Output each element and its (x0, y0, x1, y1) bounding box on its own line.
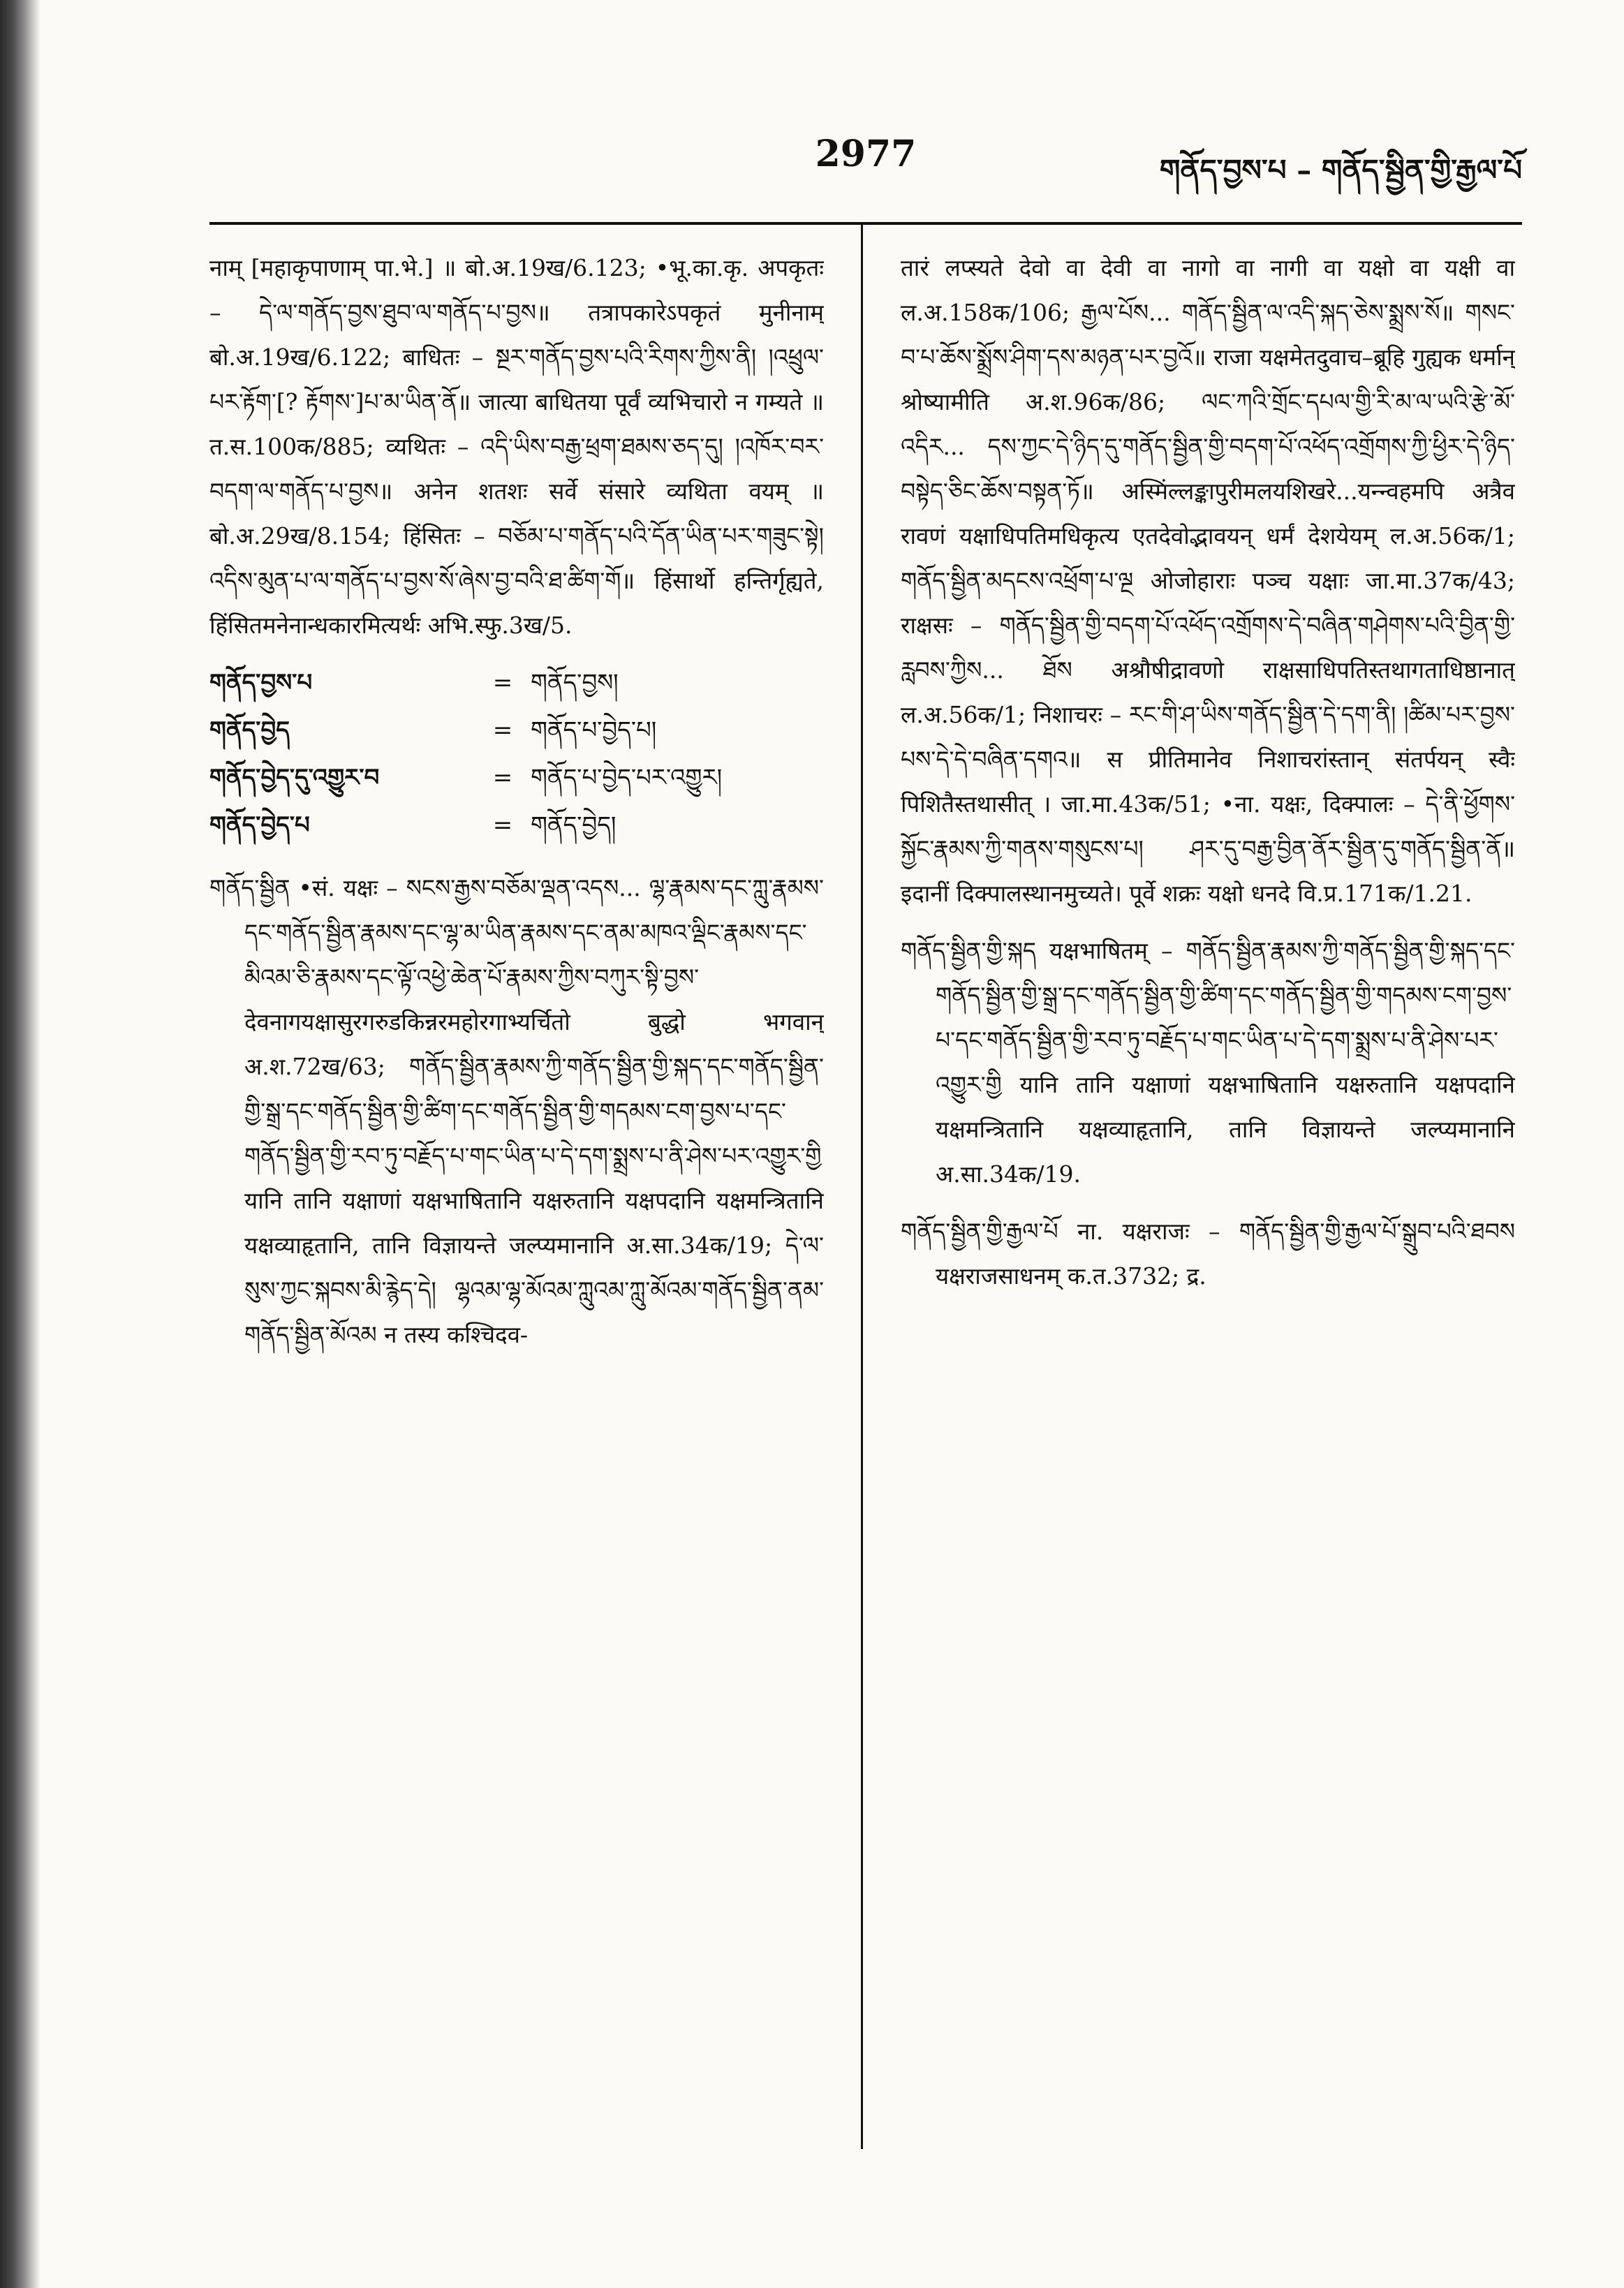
left-column (209, 246, 824, 2145)
equivalence-row (209, 660, 824, 708)
equivalence-target: གནོད་བྱས། (531, 669, 619, 697)
equivalence-head: གནོད་བྱེད་པ (209, 811, 310, 839)
entry-continuation: नाम् [महाकृपाणाम् पा.भे.] ॥ बो.अ.19ख/6.123; •भू.का.कृ. अपकृतः – དེ་ལ་གནོད་བྱས་ཐུབ་ལ་གནོད་པ་བྱས॥ तत्रापकारेऽपकृतं मुनीनाम् बो.अ.19ख/6.122; बाधितः – སྔར་གནོད་བྱས་པའི་རིགས་ཀྱིས་ནི། །འཕྲུལ་པར་རྟོག་[? རྟོགས་]པ་མ་ཡིན་ནོ॥ जात्या बाधितया पूर्वं व्यभिचारो न गम्यते ॥ त.स.100क/885; व्यथितः – འདི་ཡིས་བརྒྱ་ཕྲག་ཐམས་ཅད་དུ། །འཁོར་བར་བདག་ལ་གནོད་པ་བྱས॥ अनेन शतशः सर्वे संसारे व्यथिता वयम् ॥ बो.अ.29ख/8.154; हिंसितः – བཅོམ་པ་གནོད་པའི་དོན་ཡིན་པར་གཟུང་སྟེ། འདིས་མུན་པ་ལ་གནོད་པ་བྱས་སོ་ཞེས་བྱ་བའི་ཐ་ཚིག་གོ॥ हिंसार्थो हन्तिर्गृह्यते, हिंसितमनेनान्धकारमित्यर्थः अभि.स्फु.3ख/5. (209, 254, 824, 639)
entry-yaksa-bhasitam: གནོད་སྦྱིན་གྱི་སྐད यक्षभाषितम् – གནོད་སྦྱིན་རྣམས་ཀྱི་གནོད་སྦྱིན་གྱི་སྐད་དང་གནོད་སྦྱིན་གྱི་སྒྲ་དང་གནོད་སྦྱིན་གྱི་ཚིག་དང་གནོད་སྦྱིན་གྱི་གདམས་ངག་བྱས་པ་དང་གནོད་སྦྱིན་གྱི་རབ་ཏུ་བརྗོད་པ་གང་ཡིན་པ་དེ་དག་སྨྲས་པ་ནི་ཤེས་པར་འགྱུར་གྱི यानि तानि यक्षाणां यक्षभाषितानि यक्षरुतानि यक्षपदानि यक्षमन्त्रितानि यक्षव्याहृतानि, तानि विज्ञायन्ते जल्प्यमानानि अ.सा.34क/19. (901, 937, 1515, 1188)
equals-sign: = (492, 716, 513, 744)
equivalence-target: གནོད་པ་བྱེད་པར་འགྱུར། (531, 764, 723, 792)
equals-sign: = (492, 811, 513, 839)
column-divider (861, 222, 863, 2149)
header-rule (209, 222, 1522, 225)
equivalence-row (209, 755, 824, 803)
entry-yaksa-raja: གནོད་སྦྱིན་གྱི་རྒྱལ་པོ ना. यक्षराजः – གནོད་སྦྱིན་གྱི་རྒྱལ་པོ་སྒྲུབ་པའི་ཐབས यक्षराजसाधनम् क.त.3732; द्र. (901, 1218, 1515, 1290)
equivalence-row (209, 803, 824, 850)
equivalence-list (209, 660, 824, 850)
equivalence-head: གནོད་བྱེད (209, 716, 290, 744)
equals-sign: = (492, 669, 513, 697)
equivalence-head: གནོད་བྱེད་དུ་འགྱུར་བ (209, 764, 380, 792)
entry-continuation: तारं लप्स्यते देवो वा देवी वा नागो वा नागी वा यक्षो वा यक्षी वा ल.अ.158क/106; རྒྱལ་པོས... གནོད་སྦྱིན་ལ་འདི་སྐད་ཅེས་སྨྲས་སོ॥ གསང་བ་པ་ཆོས་སྨྲོས་ཤིག་དས་མཉན་པར་བྱའོ॥ राजा यक्षमेतदुवाच–ब्रूहि गुह्यक धर्मान् श्रोष्यामीति अ.श.96क/86; ལང་ཀའི་གྲོང་དཔལ་གྱི་རི་མ་ལ་ཡའི་རྩེ་མོ་འདིར... དས་ཀྱང་དེ་ཉིད་དུ་གནོད་སྦྱིན་གྱི་བདག་པོ་འཕོད་འགྲོགས་ཀྱི་ཕྱིར་དེ་ཉིད་བསྟེད་ཅིང་ཆོས་བསྟན་ཏོ॥ अस्मिंल्लङ्कापुरीमलयशिखरे...यन्न्वहमपि अत्रैव रावणं यक्षाधिपतिमधिकृत्य एतदेवोद्भावयन् धर्मं देशयेयम् ल.अ.56क/1; གནོད་སྦྱིན་མདངས་འཕྲོག་པ་ལྔ ओजोहाराः पञ्च यक्षाः जा.मा.37क/43; राक्षसः – གནོད་སྦྱིན་གྱི་བདག་པོ་འཕོད་འགྲོགས་དེ་བཞིན་གཤེགས་པའི་བྱིན་གྱི་རླབས་ཀྱིས... ཐོས अश्रौषीद्रावणो राक्षसाधिपतिस्तथागताधिष्ठानात् ल.अ.56क/1; निशाचरः – རང་གི་ཤ་ཡིས་གནོད་སྦྱིན་དེ་དག་ནི། །ཚིམ་པར་བྱས་པས་དེ་དེ་བཞིན་དགའ॥ स प्रीतिमानेव निशाचरांस्तान् संतर्पयन् स्वैः पिशितैस्तथासीत् । जा.मा.43क/51; •ना. यक्षः, दिक्पालः – དེ་ནི་ཕྱོགས་སྐྱོང་རྣམས་ཀྱི་གནས་གསུངས་པ། ཤར་དུ་བརྒྱ་བྱིན་ནོར་སྦྱིན་དུ་གནོད་སྦྱིན་ནོ॥ इदानीं दिक्पालस्थानमुच्यते। पूर्वे शक्रः यक्षो धनदे वि.प्र.171क/1.21. (901, 254, 1515, 907)
page-number: 2977 (815, 133, 917, 175)
equivalence-row (209, 708, 824, 755)
entry-yaksa: གནོད་སྦྱིན •सं. यक्षः – སངས་རྒྱས་བཅོམ་ལྡན་འདས... ལྷ་རྣམས་དང་ཀླུ་རྣམས་དང་གནོད་སྦྱིན་རྣམས་དང་ལྷ་མ་ཡིན་རྣམས་དང་ནམ་མཁའ་ལྡིང་རྣམས་དང་མིའམ་ཅི་རྣམས་དང་ལྟོ་འཕྱེ་ཆེན་པོ་རྣམས་ཀྱིས་བཀུར་སྟི་བྱས་ देवनागयक्षासुरगरुडकिन्नरमहोरगाभ्यर्चितो बुद्धो भगवान् अ.श.72ख/63; གནོད་སྦྱིན་རྣམས་ཀྱི་གནོད་སྦྱིན་གྱི་སྐད་དང་གནོད་སྦྱིན་གྱི་སྒྲ་དང་གནོད་སྦྱིན་གྱི་ཚིག་དང་གནོད་སྦྱིན་གྱི་གདམས་ངག་བྱས་པ་དང་གནོད་སྦྱིན་གྱི་རབ་ཏུ་བརྗོད་པ་གང་ཡིན་པ་དེ་དག་སྨྲས་པ་ནི་ཤེས་པར་འགྱུར་གྱི यानि तानि यक्षाणां यक्षभाषितानि यक्षरुतानि यक्षपदानि यक्षमन्त्रितानि यक्षव्याहृतानि, तानि विज्ञायन्ते जल्प्यमानानि अ.सा.34क/19; དེ་ལ་སུས་ཀྱང་སྐབས་མི་རྙེད་དེ། ལྷའམ་ལྷ་མོའམ་ཀླུའམ་ཀླུ་མོའམ་གནོད་སྦྱིན་ནམ་གནོད་སྦྱིན་མོའམ न तस्य कश्चिदव- (209, 874, 824, 1348)
equivalence-target: གནོད་པ་བྱེད་པ། (531, 716, 657, 744)
right-column (901, 246, 1515, 2145)
equals-sign: = (492, 764, 513, 792)
equivalence-target: གནོད་བྱེད། (531, 811, 617, 839)
running-head: གནོད་བྱས་པ – གནོད་སྦྱིན་གྱི་རྒྱལ་པོ (1159, 153, 1522, 187)
page-binding-edge (0, 0, 40, 2288)
equivalence-head: གནོད་བྱས་པ (209, 669, 313, 697)
